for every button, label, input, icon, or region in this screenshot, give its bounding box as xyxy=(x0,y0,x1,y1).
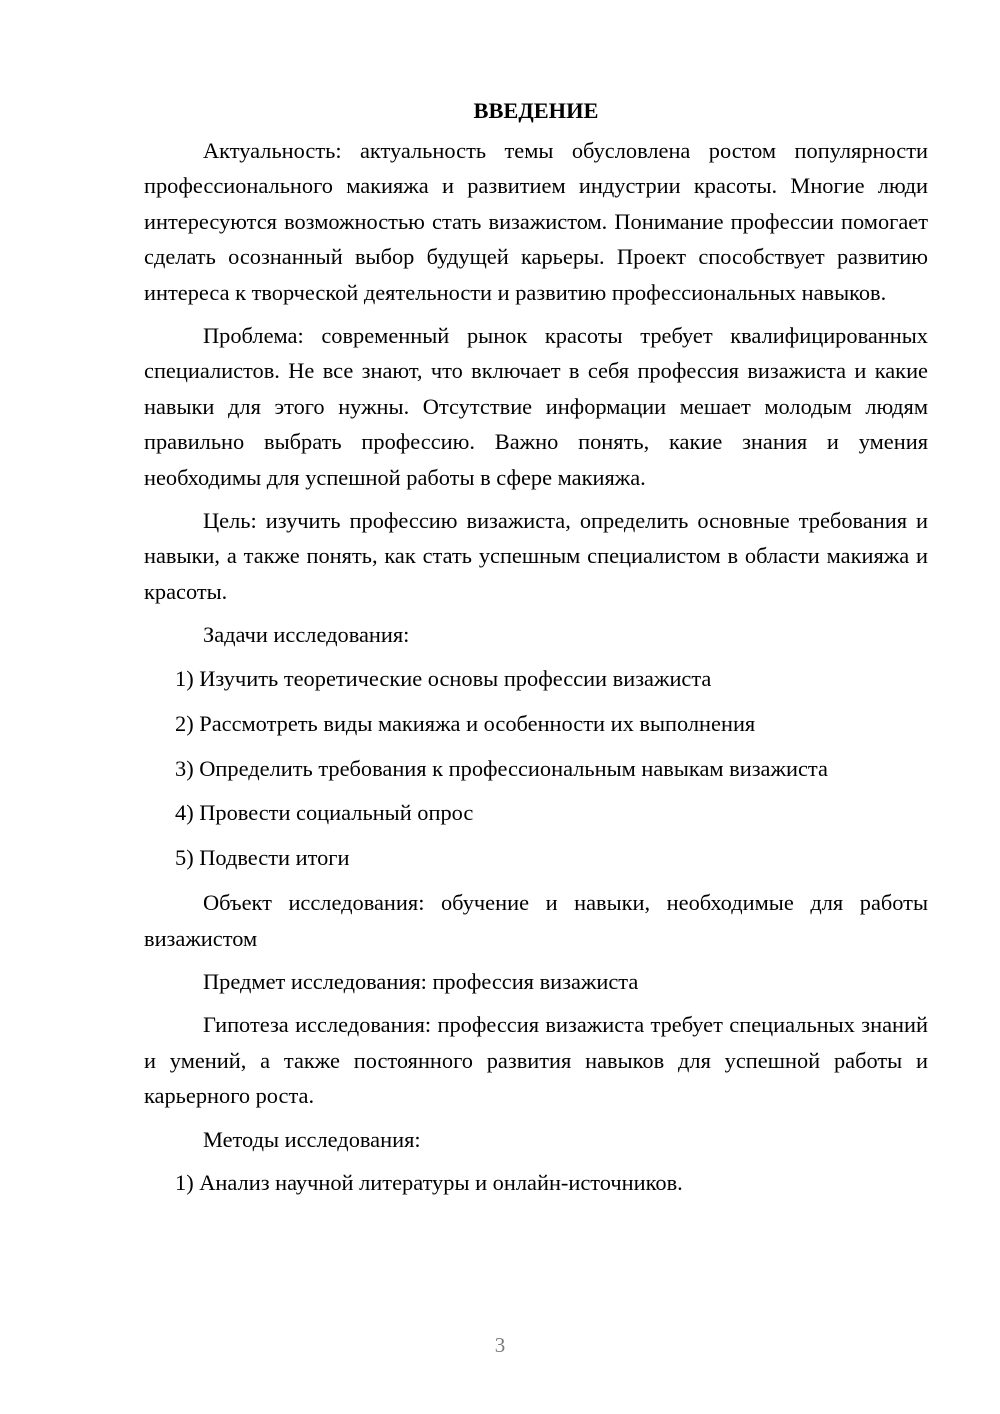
task-item-1: 1) Изучить теоретические основы профессии визажиста xyxy=(175,665,712,691)
task-item-5: 5) Подвести итоги xyxy=(175,845,350,871)
section-title: ВВЕДЕНИЕ xyxy=(473,98,599,123)
task-item-4: 4) Провести социальный опрос xyxy=(175,800,474,826)
task-item-2: 2) Рассмотреть виды макияжа и особенности их выполнения xyxy=(175,710,756,736)
paragraph-problem: Проблема: современный рынок красоты требует квалифицированных специалистов. Не все знают, что включает в себя профессия визажиста и какие навыки для этого нужны. Отсутствие информации мешает молодым людям правильно выбрать профессию. Важно понять, какие знания и умения необходимы для успешной работы в сфере макияжа. xyxy=(144,323,928,490)
page-content xyxy=(144,96,928,1210)
method-item-1: 1) Анализ научной литературы и онлайн-источников. xyxy=(175,1170,683,1196)
tasks-heading: Задачи исследования: xyxy=(203,622,410,648)
task-item-3: 3) Определить требования к профессиональным навыкам визажиста xyxy=(175,755,828,781)
paragraph-object: Объект исследования: обучение и навыки, необходимые для работы визажистом xyxy=(144,890,928,951)
paragraph-relevance: Актуальность: актуальность темы обусловлена ростом популярности профессионального макияжа и развитием индустрии красоты. Многие люди интересуются возможностью стать визажистом. Понимание профессии помогает сделать осознанный выбор будущей карьеры. Проект способствует развитию интереса к творческой деятельности и развитию профессиональных навыков. xyxy=(144,138,928,305)
paragraph-hypothesis: Гипотеза исследования: профессия визажиста требует специальных знаний и умений, а также постоянного развития навыков для успешной работы и карьерного роста. xyxy=(144,1012,928,1109)
paragraph-goal: Цель: изучить профессию визажиста, определить основные требования и навыки, а также понять, как стать успешным специалистом в области макияжа и красоты. xyxy=(144,508,928,604)
page-number: 3 xyxy=(494,1333,506,1357)
methods-heading: Методы исследования: xyxy=(203,1126,421,1152)
paragraph-subject: Предмет исследования: профессия визажиста xyxy=(203,969,639,995)
